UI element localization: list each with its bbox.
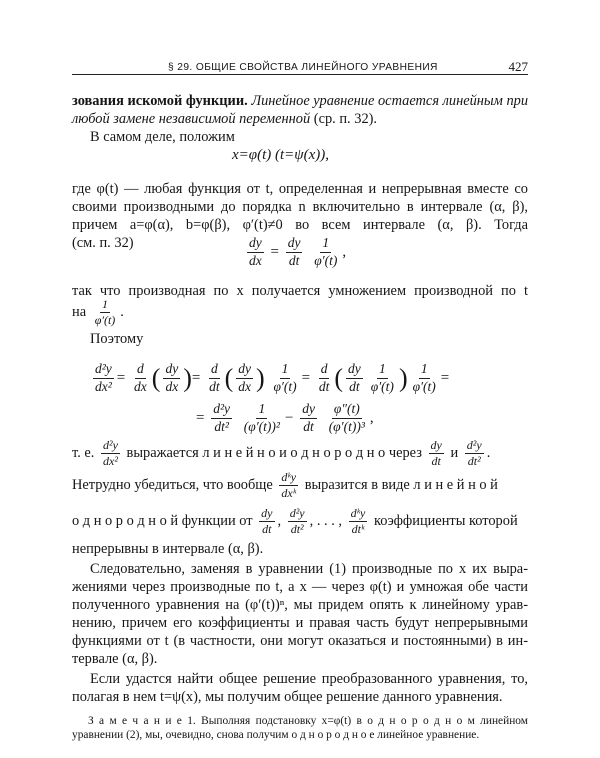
para7-line4: нению, причем его коэффициенты и правая часть будут непрерывными bbox=[72, 615, 528, 631]
para7-line5: функциями от t (в частности, они могут оказаться и постоянными) в ин- bbox=[72, 633, 528, 649]
header-rule bbox=[72, 74, 528, 75]
para7-line3: полученного уравнения на (φ′(t))ⁿ, мы придем опять к линейному урав- bbox=[72, 597, 528, 613]
para6-line4: непрерывны в интервале (α, β). bbox=[72, 541, 264, 557]
equation-substitution: x=φ(t) (t=ψ(x)), bbox=[232, 147, 329, 163]
para3-line3: причем a=φ(α), b=φ(β), φ′(t)≠0 во всем интервале (α, β). Тогда bbox=[72, 217, 528, 233]
para6-line1: т. е. $\frac{\text{d²y}}{\text{dx²}}$ выражается л и н е й н о и о д н о р о д н о через $\frac{dy}{dt}$ и $\frac{\text{d²y}}{\text{dt²}}$ . bbox=[72, 438, 491, 469]
para7-line1: Следовательно, заменяя в уравнении (1) производные по x их выра- bbox=[90, 561, 528, 577]
equation-second-derivative: $\frac{\text{d²y}}{\text{dx²}}$ = $\frac{d}{dx}$ ( $\frac{dy}{dx}$ )= $\frac{d}{dt}$ ( $\frac{dy}{dx}$ ) $\frac{1}{\varphi'(t)}$ = $\frac{d}{dt}$ ( $\frac{dy}{dt}$ $\frac{1}{\varphi'(t)}$ ) $\frac{1}{\varphi'(t)}$ = bbox=[95, 361, 450, 394]
para4-line2: на $\frac{1}{\varphi'(t)}$ . bbox=[72, 297, 124, 328]
para7-line2: жениями через производные по t, а x — через φ(t) и умножая обе части bbox=[72, 579, 528, 595]
frac-one-phi: $\frac{1}{\varphi'(t)}$ bbox=[314, 235, 338, 268]
note-line2: уравнении (2), мы, очевидно, снова получим о д н о р о д н о е линейное уравнение. bbox=[72, 729, 480, 741]
page-number: 427 bbox=[508, 59, 528, 74]
para5: Поэтому bbox=[90, 331, 144, 347]
para1-line2 bbox=[72, 110, 528, 128]
para6-line2: Нетрудно убедиться, что вообще $\frac{\text{dᵏy}}{\text{dxᵏ}}$ выразится в виде л и н е й н о й bbox=[72, 470, 498, 501]
bold-lead: зования искомой функции. bbox=[72, 93, 248, 109]
para3-line1: где φ(t) — любая функция от t, определенная и непрерывная вместе со bbox=[72, 181, 528, 197]
note-line1: З а м е ч а н и е 1. Выполняя подстановку x=φ(t) в о д н о р о д н о м линейном bbox=[88, 715, 528, 727]
para4-line1: так что производная по x получается умножением производной по t bbox=[72, 283, 528, 299]
para3-line2: своими производными до порядка n включительно в интервале (α, β), bbox=[72, 199, 528, 215]
equation-second-derivative-cont: = $\frac{\text{d²y}}{\text{dt²}}$ $\frac{1}{\text{(φ′(t))²}}$ − $\frac{dy}{dt}$ $\frac{\varphi''(t)}{\text{(φ′(t))³}}$ , bbox=[196, 401, 374, 434]
para8-line1: Если удастся найти общее решение преобразованного уравнения, то, bbox=[90, 671, 528, 687]
section-title: § 29. ОБЩИЕ СВОЙСТВА ЛИНЕЙНОГО УРАВНЕНИЯ bbox=[168, 62, 438, 73]
para3-line4: (см. п. 32) bbox=[72, 235, 134, 251]
para1-line1 bbox=[72, 92, 528, 110]
frac-one-phi-inline: $\frac{1}{\varphi'(t)}$ bbox=[94, 297, 116, 328]
running-header bbox=[72, 54, 528, 74]
frac-dy-dx: $\frac{dy}{dx}$ bbox=[249, 235, 262, 268]
ref-text: (ср. п. 32). bbox=[313, 111, 378, 127]
frac-dy-dt: $\frac{dy}{dt}$ bbox=[287, 235, 301, 268]
italic-statement-cont: любой замене независимой переменной bbox=[72, 111, 311, 127]
equation-dy-dx: $\frac{dy}{dx}$ = $\frac{dy}{dt}$ $\frac{1}{\varphi'(t)}$ , bbox=[249, 235, 347, 268]
para2: В самом деле, положим bbox=[90, 129, 235, 145]
para7-line6: тервале (α, β). bbox=[72, 651, 158, 667]
para8-line2: полагая в нем t=ψ(x), мы получим общее решение данного уравнения. bbox=[72, 689, 503, 705]
para6-line3: о д н о р о д н о й функции от $\frac{dy}{dt}$ , $\frac{\text{d²y}}{\text{dt²}}$ , . . . , $\frac{\text{dᵏy}}{\text{dtᵏ}}$ коэффициенты которой bbox=[72, 506, 518, 537]
italic-statement: Линейное уравнение остается линейным при bbox=[251, 93, 529, 109]
